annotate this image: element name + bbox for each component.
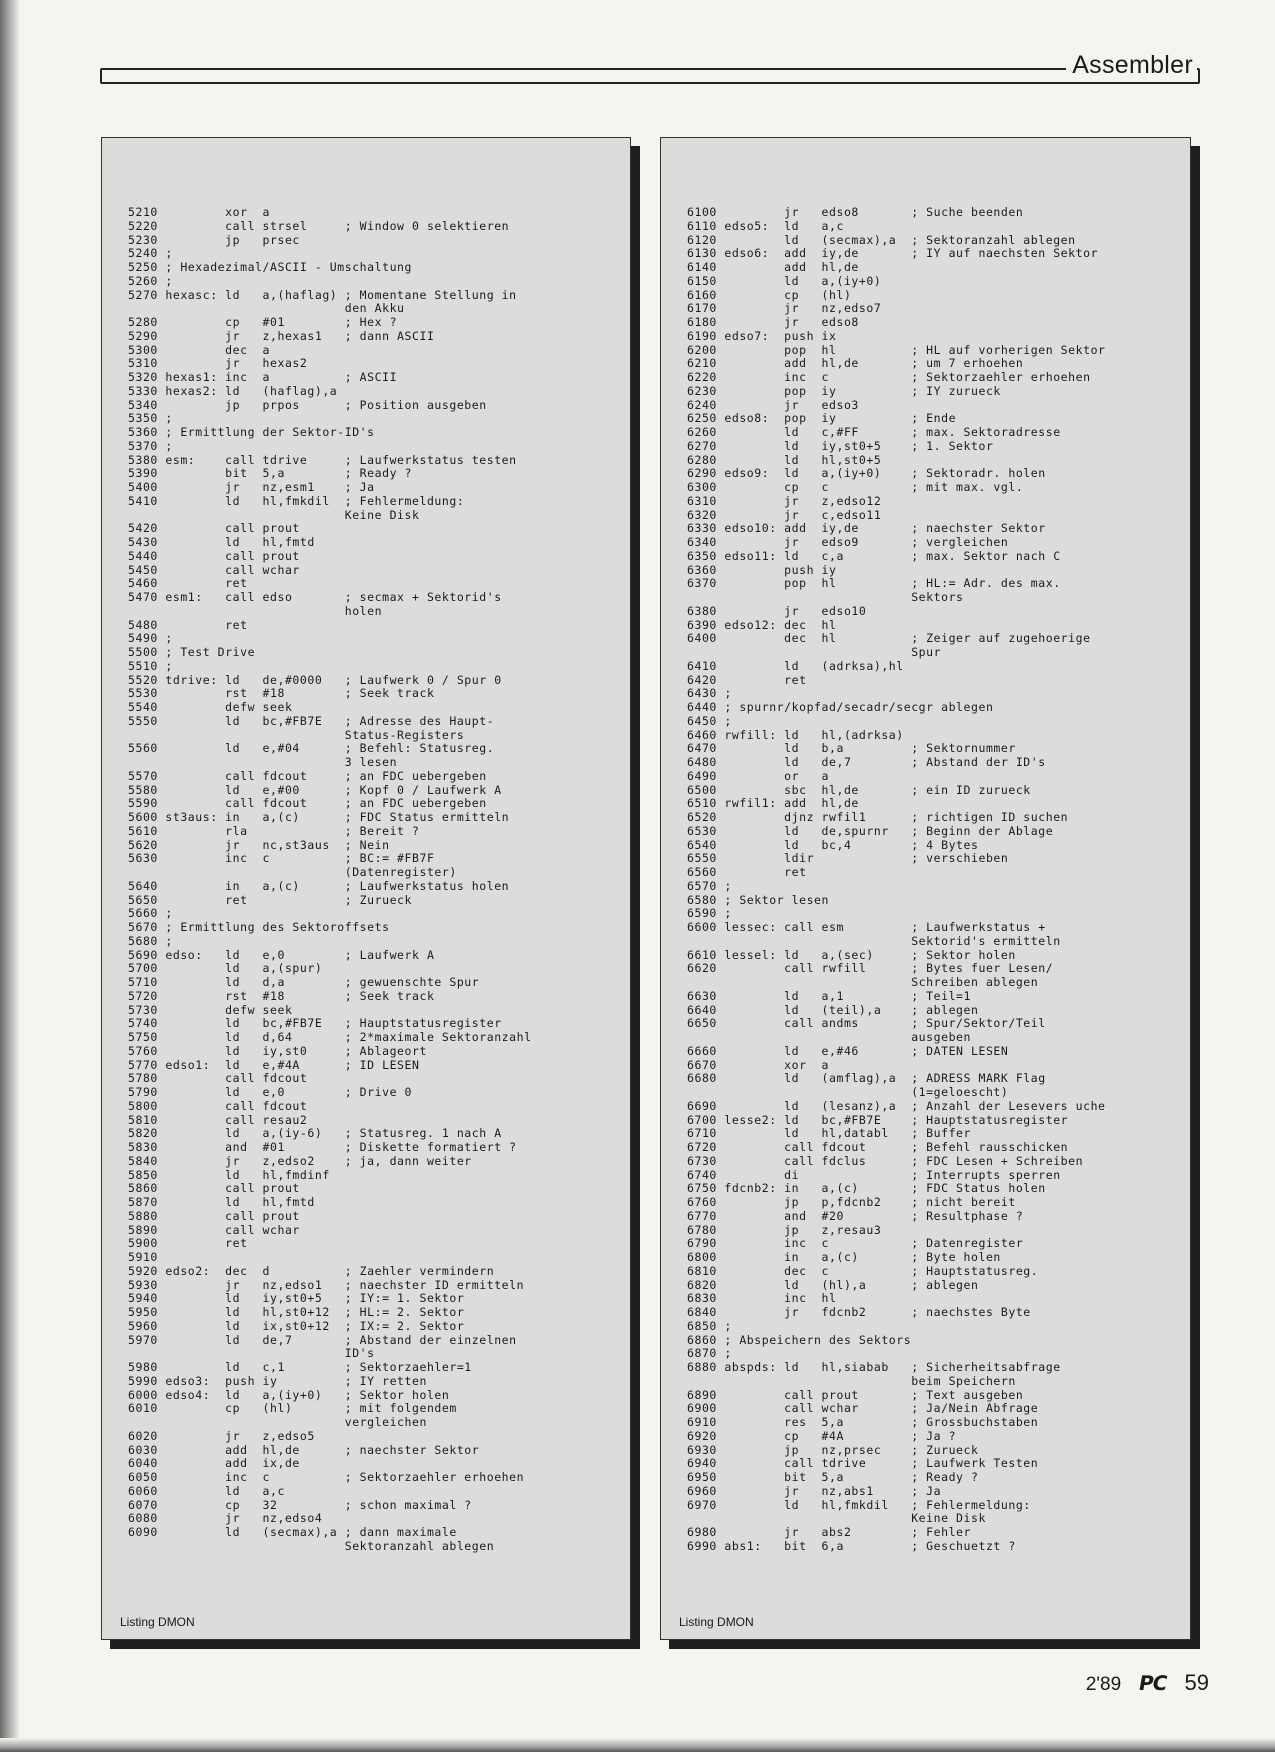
code-listing-left: 5210 xor a 5220 call strsel ; Window 0 selektieren 5230 jp prsec 5240 ; 5250 ; Hexadezimal/ASCII - Umschaltung 5260 ; 5270 hexasc: ld a,(haflag) ; Momentane Stellung in den Akku 5280 cp #01 ; Hex ? 5290 jr z,hexas1 ; dann ASCII 5300 dec a 5310 jr hexas2 5320 hexas1: inc a ; ASCII 5330 hexas2: ld (haflag),a 5340 jp prpos ; Position ausgeben 5350 ; 5360 ; Ermittlung der Sektor-ID's 5370 ; 5380 esm: call tdrive ; Laufwerkstatus testen 5390 bit 5,a ; Ready ? 5400 jr nz,esm1 ; Ja 5410 ld hl,fmkdil ; Fehlermeldung: Keine Disk 5420 call prout 5430 ld hl,fmtd 5440 call prout 5450 call wchar 5460 ret 5470 esm1: call edso ; secmax + Sektorid's holen 5480 ret 5490 ; 5500 ; Test Drive 5510 ; 5520 tdrive: ld de,#0000 ; Laufwerk 0 / Spur 0 5530 rst #18 ; Seek track 5540 defw seek 5550 ld bc,#FB7E ; Adresse des Haupt- Status-Registers 5560 ld e,#04 ; Befehl: Statusreg. 3 lesen 5570 call fdcout ; an FDC uebergeben 5580 ld e,#00 ; Kopf 0 / Laufwerk A 5590 call fdcout ; an FDC uebergeben 5600 st3aus: in a,(c) ; FDC Status ermitteln 5610 rla ; Bereit ? 5620 jr nc,st3aus ; Nein 5630 inc c ; BC:= #FB7F (Datenregister) 5640 in a,(c) ; Laufwerkstatus holen 5650 ret ; Zurueck 5660 ; 5670 ; Ermittlung des Sektoroffsets 5680 ; 5690 edso: ld e,0 ; Laufwerk A 5700 ld a,(spur) 5710 ld d,a ; gewuenschte Spur 5720 rst #18 ; Seek track 5730 defw seek 5740 ld bc,#FB7E ; Hauptstatusregister 5750 ld d,64 ; 2*maximale Sektoranzahl 5760 ld iy,st0 ; Ablageort 5770 edso1: ld e,#4A ; ID LESEN 5780 call fdcout 5790 ld e,0 ; Drive 0 5800 call fdcout 5810 call resau2 5820 ld a,(iy-6) ; Statusreg. 1 nach A 5830 and #01 ; Diskette formatiert ? 5840 jr z,edso2 ; ja, dann weiter 5850 ld hl,fmdinf 5860 call prout 5870 ld hl,fmtd 5880 call prout 5890 call wchar 5900 ret 5910 5920 edso2: dec d ; Zaehler vermindern 5930 jr nz,edso1 ; naechster ID ermitteln 5940 ld iy,st0+5 ; IY:= 1. Sektor 5950 ld hl,st0+12 ; HL:= 2. Sektor 5960 ld ix,st0+12 ; IX:= 2. Sektor 5970 ld de,7 ; Abstand der einzelnen ID's 5980 ld c,1 ; Sektorzaehler=1 5990 edso3: push iy ; IY retten 6000 edso4: ld a,(iy+0) ; Sektor holen 6010 cp (hl) ; mit folgendem vergleichen 6020 jr z,edso5 6030 add hl,de ; naechster Sektor 6040 add ix,de 6050 inc c ; Sektorzaehler erhoehen 6060 ld a,c 6070 cp 32 ; schon maximal ? 6080 jr nz,edso4 6090 ld (secmax),a ; dann maximale Sektoranzahl ablegen [128, 205, 532, 1553]
magazine-logo: PC [1137, 1671, 1169, 1695]
page-left-shadow [0, 0, 20, 1752]
listing-caption-right: Listing DMON [679, 1615, 754, 1629]
page-bottom-shadow [0, 1738, 1275, 1752]
listing-caption-left: Listing DMON [120, 1615, 195, 1629]
issue-date: 2'89 [1085, 1674, 1122, 1695]
header-rule [100, 68, 1200, 84]
listing-panel-left [101, 137, 631, 1640]
page-footer [1086, 1670, 1209, 1696]
code-listing-right: 6100 jr edso8 ; Suche beenden 6110 edso5: ld a,c 6120 ld (secmax),a ; Sektoranzahl ablegen 6130 edso6: add iy,de ; IY auf naechsten Sektor 6140 add hl,de 6150 ld a,(iy+0) 6160 cp (hl) 6170 jr nz,edso7 6180 jr edso8 6190 edso7: push ix 6200 pop hl ; HL auf vorherigen Sektor 6210 add hl,de ; um 7 erhoehen 6220 inc c ; Sektorzaehler erhoehen 6230 pop iy ; IY zurueck 6240 jr edso3 6250 edso8: pop iy ; Ende 6260 ld c,#FF ; max. Sektoradresse 6270 ld iy,st0+5 ; 1. Sektor 6280 ld hl,st0+5 6290 edso9: ld a,(iy+0) ; Sektoradr. holen 6300 cp c ; mit max. vgl. 6310 jr z,edso12 6320 jr c,edso11 6330 edso10: add iy,de ; naechster Sektor 6340 jr edso9 ; vergleichen 6350 edso11: ld c,a ; max. Sektor nach C 6360 push iy 6370 pop hl ; HL:= Adr. des max. Sektors 6380 jr edso10 6390 edso12: dec hl 6400 dec hl ; Zeiger auf zugehoerige Spur 6410 ld (adrksa),hl 6420 ret 6430 ; 6440 ; spurnr/kopfad/secadr/secgr ablegen 6450 ; 6460 rwfill: ld hl,(adrksa) 6470 ld b,a ; Sektornummer 6480 ld de,7 ; Abstand der ID's 6490 or a 6500 sbc hl,de ; ein ID zurueck 6510 rwfil1: add hl,de 6520 djnz rwfil1 ; richtigen ID suchen 6530 ld de,spurnr ; Beginn der Ablage 6540 ld bc,4 ; 4 Bytes 6550 ldir ; verschieben 6560 ret 6570 ; 6580 ; Sektor lesen 6590 ; 6600 lessec: call esm ; Laufwerkstatus + Sektorid's ermitteln 6610 lessel: ld a,(sec) ; Sektor holen 6620 call rwfill ; Bytes fuer Lesen/ Schreiben ablegen 6630 ld a,1 ; Teil=1 6640 ld (teil),a ; ablegen 6650 call andms ; Spur/Sektor/Teil ausgeben 6660 ld e,#46 ; DATEN LESEN 6670 xor a 6680 ld (amflag),a ; ADRESS MARK Flag (1=geloescht) 6690 ld (lesanz),a ; Anzahl der Lesevers uche 6700 lesse2: ld bc,#FB7E ; Hauptstatusregister 6710 ld hl,databl ; Buffer 6720 call fdcout ; Befehl rausschicken 6730 call fdclus ; FDC Lesen + Schreiben 6740 di ; Interrupts sperren 6750 fdcnb2: in a,(c) ; FDC Status holen 6760 jp p,fdcnb2 ; nicht bereit 6770 and #20 ; Resultphase ? 6780 jp z,resau3 6790 inc c ; Datenregister 6800 in a,(c) ; Byte holen 6810 dec c ; Hauptstatusreg. 6820 ld (hl),a ; ablegen 6830 inc hl 6840 jr fdcnb2 ; naechstes Byte 6850 ; 6860 ; Abspeichern des Sektors 6870 ; 6880 abspds: ld hl,siabab ; Sicherheitsabfrage beim Speichern 6890 call prout ; Text ausgeben 6900 call wchar ; Ja/Nein Abfrage 6910 res 5,a ; Grossbuchstaben 6920 cp #4A ; Ja ? 6930 jp nz,prsec ; Zurueck 6940 call tdrive ; Laufwerk Testen 6950 bit 5,a ; Ready ? 6960 jr nz,abs1 ; Ja 6970 ld hl,fmkdil ; Fehlermeldung: Keine Disk 6980 jr abs2 ; Fehler 6990 abs1: bit 6,a ; Geschuetzt ? [687, 205, 1106, 1553]
listing-panel-right [660, 137, 1191, 1640]
page-number: 59 [1184, 1670, 1209, 1695]
section-title: Assembler [1066, 51, 1197, 80]
